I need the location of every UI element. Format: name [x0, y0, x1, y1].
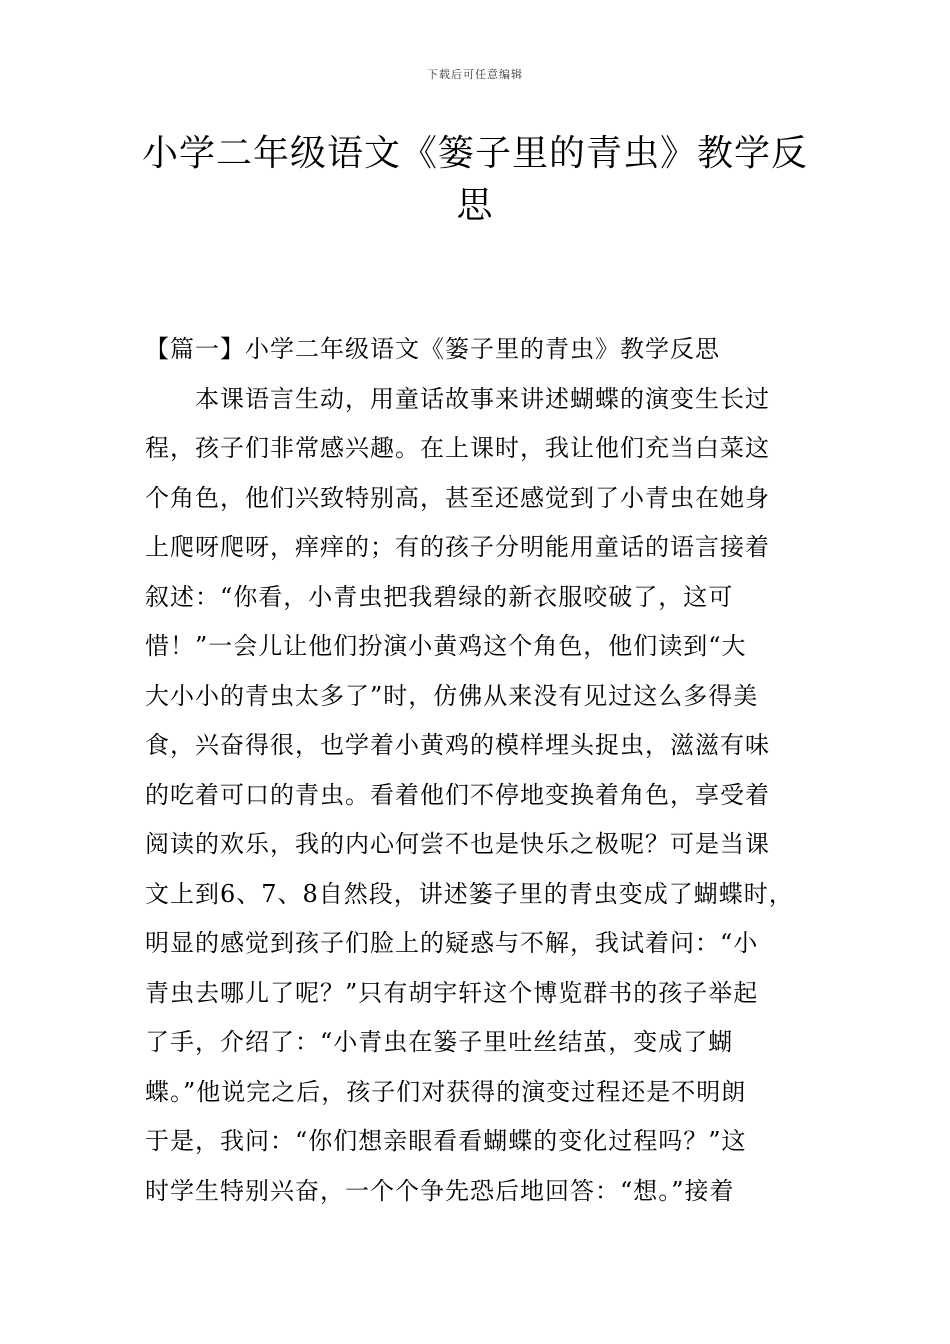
paragraph-line: 程，孩子们非常感兴趣。在上课时，我让他们充当白菜这 — [145, 434, 770, 462]
paragraph-line: 于是，我问：“你们想亲眼看看蝴蝶的变化过程吗？”这 — [145, 1127, 747, 1155]
paragraph-line: 上爬呀爬呀，痒痒的；有的孩子分明能用童话的语言接着 — [145, 533, 770, 561]
paragraph-line: 青虫去哪儿了呢？”只有胡宇轩这个博览群书的孩子举起 — [145, 978, 759, 1007]
paragraph-line: 个角色，他们兴致特别高，甚至还感觉到了小青虫在她身 — [145, 483, 770, 512]
paragraph-line: 时学生特别兴奋，一个个争先恐后地回答：“想。”接着 — [145, 1176, 735, 1205]
document-title — [140, 128, 810, 232]
section-heading: 【篇一】小学二年级语文《篓子里的青虫》教学反思 — [145, 335, 720, 363]
paragraph-line: 了手，介绍了：“小青虫在篓子里吐丝结茧，变成了蝴 — [145, 1028, 734, 1056]
paragraph-line: 的吃着可口的青虫。看着他们不停地变换着角色，享受着 — [145, 780, 770, 809]
paragraph — [145, 375, 810, 1217]
paragraph-line: 本课语言生动，用童话故事来讲述蝴蝶的演变生长过 — [195, 384, 770, 413]
title-line-2: 思 — [456, 185, 494, 226]
document-body — [145, 325, 810, 1216]
title-line-1: 小学二年级语文《篓子里的青虫》教学反 — [141, 133, 808, 174]
paragraph-line: 阅读的欢乐，我的内心何尝不也是快乐之极呢？可是当课 — [145, 830, 770, 858]
paragraph-line: 蝶。”他说完之后，孩子们对获得的演变过程还是不明朗 — [145, 1077, 747, 1106]
paragraph-line: 食，兴奋得很，也学着小黄鸡的模样埋头捉虫，滋滋有味 — [145, 731, 770, 759]
paragraph-line: 大小小的青虫太多了”时，仿佛从来没有见过这么多得美 — [145, 681, 759, 710]
paragraph-line: 叙述：“你看，小青虫把我碧绿的新衣服咬破了，这可 — [145, 582, 734, 611]
header-note: 下载后可任意编辑 — [427, 68, 523, 81]
paragraph-line: 文上到6、7、8自然段，讲述篓子里的青虫变成了蝴蝶时， — [145, 879, 794, 908]
paragraph-line: 明显的感觉到孩子们脸上的疑惑与不解，我试着问：“小 — [145, 929, 759, 957]
paragraph-line: 惜！”一会儿让他们扮演小黄鸡这个角色，他们读到“大 — [145, 632, 747, 660]
